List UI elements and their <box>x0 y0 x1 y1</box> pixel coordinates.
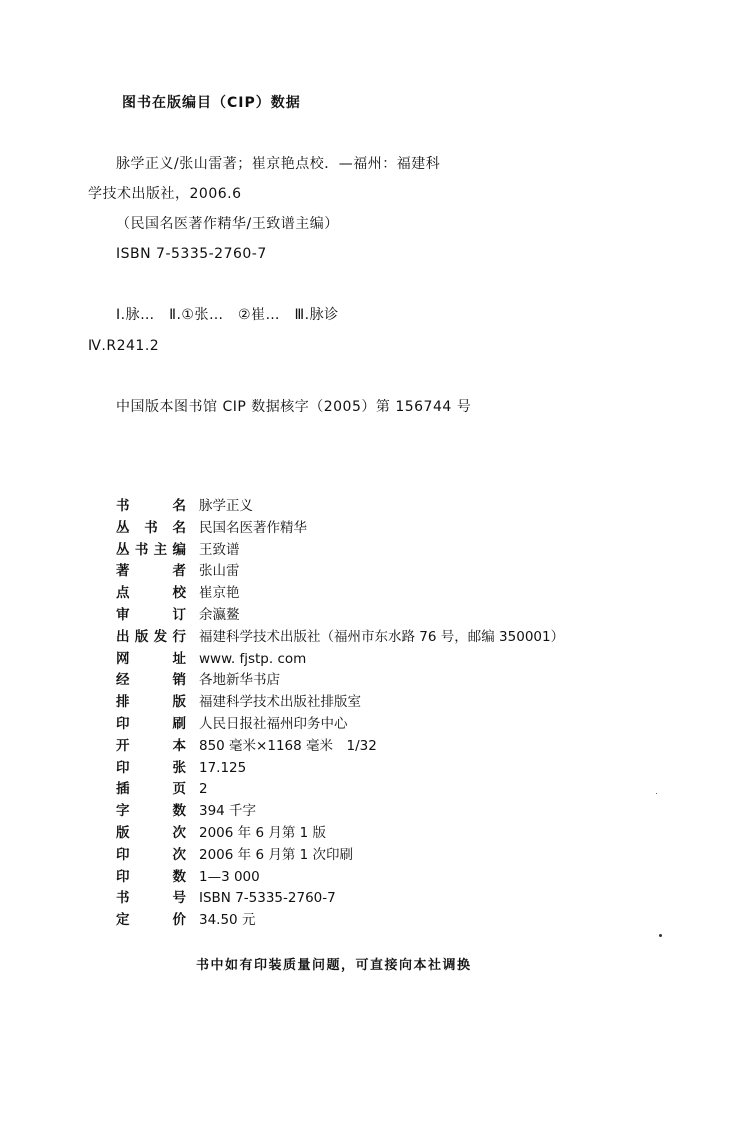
cip-isbn: ISBN 7-5335-2760-7 <box>116 246 267 262</box>
cip-line-2: 学技术出版社，2006.6 <box>88 186 242 202</box>
imprint-key: 丛书名 <box>116 519 186 536</box>
imprint-row <box>116 801 676 823</box>
imprint-key: 书号 <box>116 890 186 907</box>
imprint-key: 网址 <box>116 650 186 667</box>
cip-subjects-1: Ⅰ.脉… Ⅱ.①张… ②崔… Ⅲ.脉诊 <box>116 307 339 323</box>
imprint-row <box>116 888 676 910</box>
imprint-value: 2006 年 6 月第 1 次印刷 <box>199 846 353 863</box>
imprint-row <box>116 605 676 627</box>
imprint-value: 脉学正义 <box>199 498 253 514</box>
imprint-row <box>116 561 676 583</box>
cip-line-3: （民国名医著作精华/王致谱主编） <box>116 216 339 232</box>
imprint-key: 丛书主编 <box>116 541 186 558</box>
imprint-row <box>116 670 676 692</box>
imprint-value: 民国名医著作精华 <box>199 519 307 536</box>
imprint-value: 各地新华书店 <box>199 672 280 689</box>
imprint-key: 经销 <box>116 672 186 689</box>
imprint-value: 王致谱 <box>199 541 240 558</box>
imprint-key: 开本 <box>116 737 186 754</box>
scan-speck <box>656 793 657 794</box>
imprint-key: 出版发行 <box>116 628 186 645</box>
imprint-row <box>116 910 676 932</box>
imprint-row <box>116 823 676 845</box>
imprint-key: 印次 <box>116 846 186 863</box>
imprint-row <box>116 627 676 649</box>
cip-line-1: 脉学正义/张山雷著；崔京艳点校．—福州：福建科 <box>116 156 441 172</box>
imprint-key: 点校 <box>116 585 186 602</box>
imprint-row <box>116 692 676 714</box>
imprint-key: 印刷 <box>116 715 186 732</box>
imprint-table <box>116 496 676 932</box>
imprint-key: 插页 <box>116 781 186 798</box>
imprint-key: 书名 <box>116 498 186 514</box>
imprint-key: 印数 <box>116 868 186 885</box>
imprint-key: 著者 <box>116 563 186 580</box>
imprint-value: 人民日报社福州印务中心 <box>199 715 348 732</box>
imprint-key: 字数 <box>116 803 186 820</box>
imprint-key: 审订 <box>116 606 186 623</box>
imprint-row <box>116 649 676 671</box>
imprint-row <box>116 714 676 736</box>
imprint-value: 34.50 元 <box>199 912 256 929</box>
imprint-value: 394 千字 <box>199 803 257 820</box>
imprint-row <box>116 867 676 889</box>
cip-record-number: 中国版本图书馆 CIP 数据核字（2005）第 156744 号 <box>116 399 472 415</box>
imprint-value: 850 毫米×1168 毫米 1/32 <box>199 737 377 754</box>
imprint-value: 福建科学技术出版社（福州市东水路 76 号，邮编 350001） <box>199 628 565 645</box>
imprint-row <box>116 845 676 867</box>
imprint-key: 印张 <box>116 759 186 776</box>
imprint-value: 余瀛鳌 <box>199 606 240 623</box>
quality-notice: 书中如有印装质量问题，可直接向本社调换 <box>196 958 472 973</box>
imprint-value: www. fjstp. com <box>199 650 307 667</box>
imprint-value: 2006 年 6 月第 1 版 <box>199 824 326 841</box>
imprint-row <box>116 779 676 801</box>
imprint-row <box>116 736 676 758</box>
imprint-value: ISBN 7-5335-2760-7 <box>199 890 336 907</box>
imprint-row <box>116 496 676 518</box>
imprint-key: 定价 <box>116 912 186 929</box>
imprint-key: 排版 <box>116 694 186 711</box>
imprint-value: 张山雷 <box>199 563 240 580</box>
imprint-value: 崔京艳 <box>199 585 240 602</box>
cip-title: 图书在版编目（CIP）数据 <box>122 95 301 111</box>
imprint-row <box>116 583 676 605</box>
imprint-value: 1—3 000 <box>199 868 260 885</box>
imprint-row <box>116 540 676 562</box>
imprint-value: 福建科学技术出版社排版室 <box>199 694 361 711</box>
imprint-value: 2 <box>199 781 208 798</box>
imprint-row <box>116 758 676 780</box>
scan-speck <box>659 934 662 937</box>
imprint-row <box>116 518 676 540</box>
imprint-key: 版次 <box>116 824 186 841</box>
cip-subjects-2: Ⅳ.R241.2 <box>88 338 160 354</box>
imprint-value: 17.125 <box>199 759 247 776</box>
